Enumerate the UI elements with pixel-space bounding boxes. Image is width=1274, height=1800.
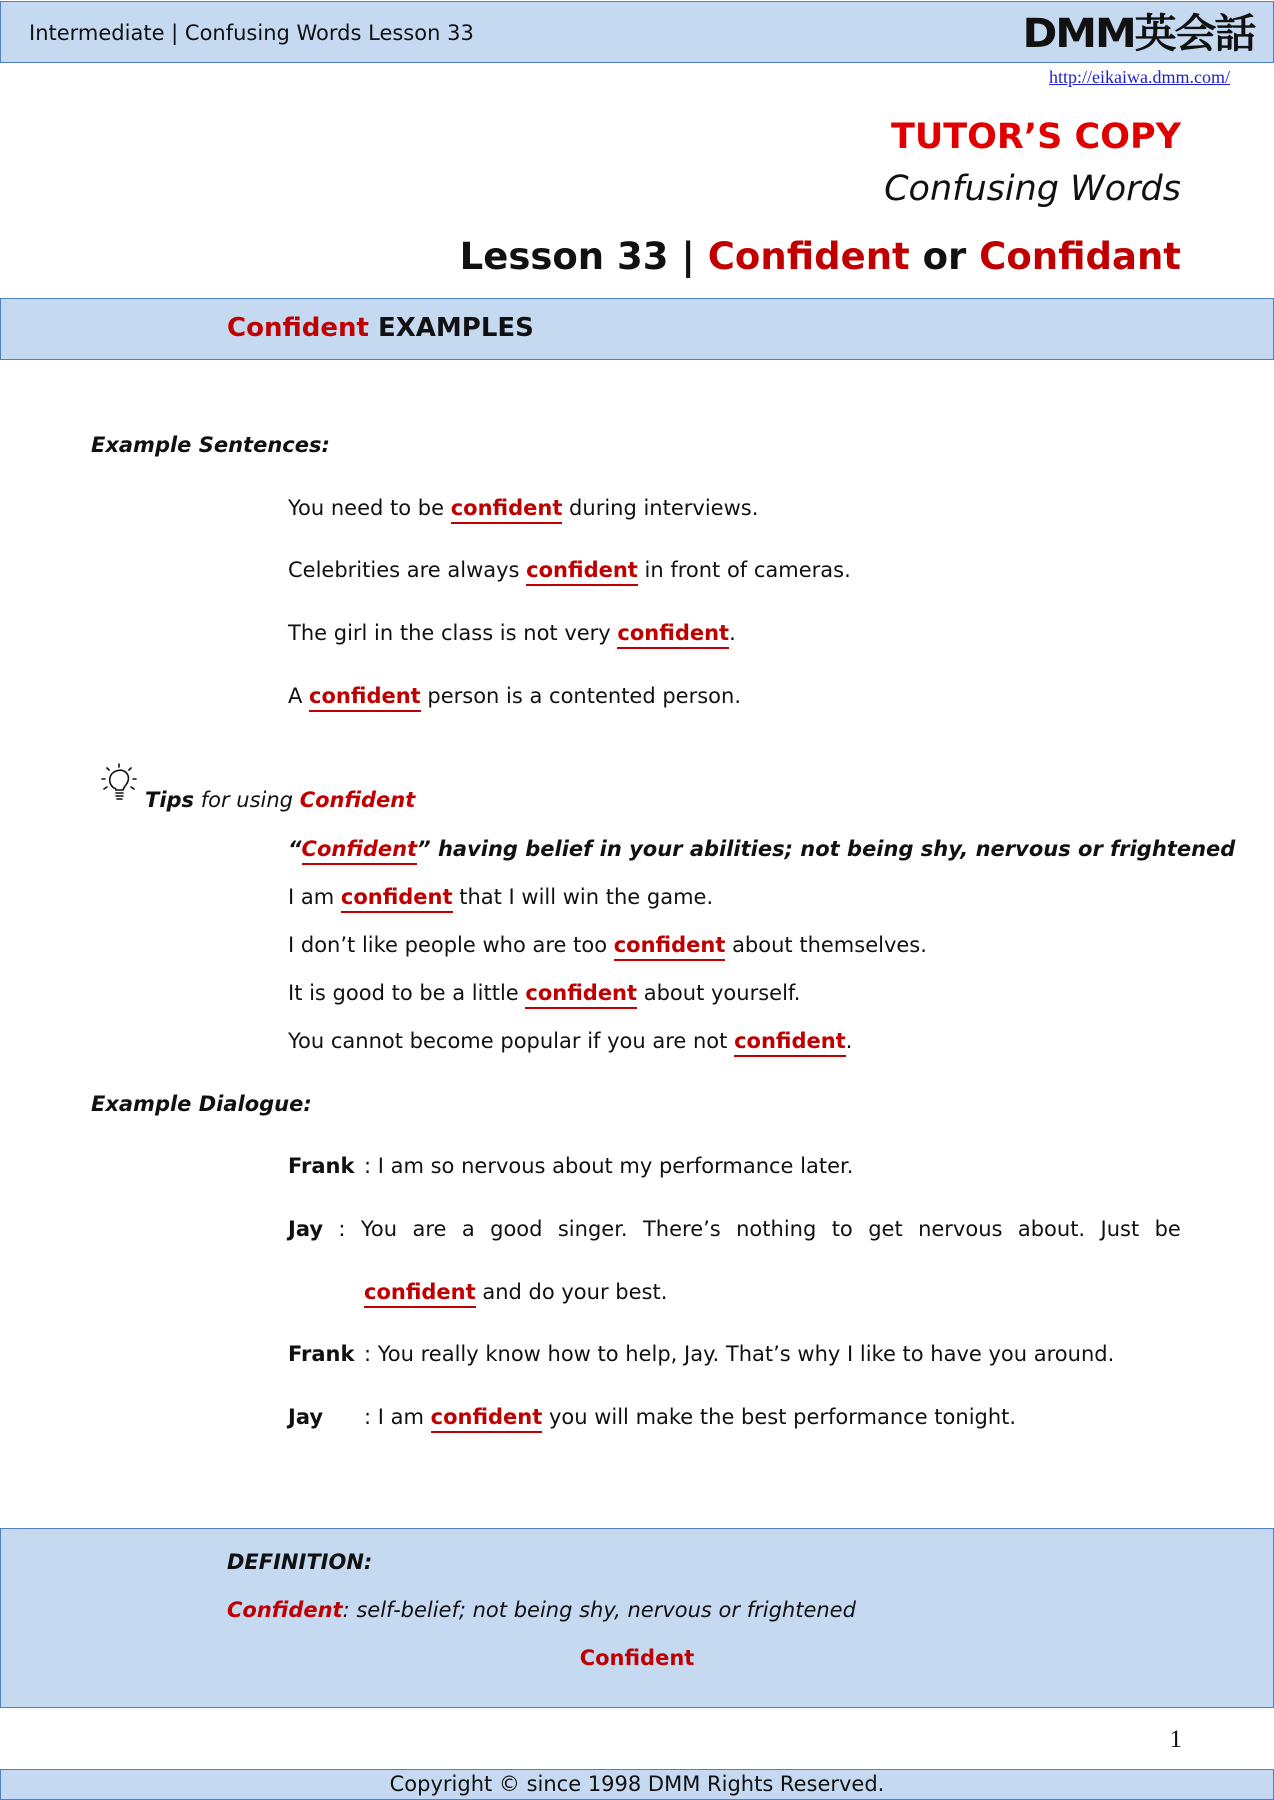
lesson-word-2: Confidant	[979, 235, 1181, 278]
keyword: confident	[614, 933, 726, 961]
keyword: confident	[341, 885, 453, 913]
lesson-title	[460, 235, 1181, 278]
examples-band	[0, 298, 1274, 360]
site-link[interactable]: http://eikaiwa.dmm.com/	[1049, 67, 1230, 87]
lesson-word-1: Confident	[707, 235, 910, 278]
footer-band	[0, 1769, 1274, 1800]
example-dialogue-label: Example Dialogue:	[91, 1092, 312, 1116]
definition-label: DEFINITION:	[227, 1550, 373, 1574]
dialogue-line: Jay : I am confident you will make the best performance tonight.	[288, 1405, 1016, 1429]
examples-word: Confident	[227, 313, 369, 343]
definition-text: Confident: self-belief; not being shy, nervous or frightened	[227, 1598, 856, 1622]
dmm-logo: DMM英会話	[1022, 11, 1255, 57]
definition-word: Confident	[227, 1598, 343, 1622]
keyword: confident	[309, 684, 421, 712]
speaker: Frank	[288, 1342, 355, 1366]
definition-band	[0, 1528, 1274, 1708]
lightbulb-icon	[98, 762, 142, 806]
tips-word: Tips	[145, 788, 195, 812]
definition-center-word: Confident	[579, 1646, 695, 1670]
tutor-copy-title: TUTOR’S COPY	[891, 117, 1181, 157]
lesson-prefix: Lesson 33 |	[459, 235, 708, 278]
dialogue-line: Jay : You are a good singer. There’s nothing to get nervous about. Just be	[288, 1217, 1181, 1241]
keyword: Confident	[302, 837, 418, 865]
keyword: confident	[734, 1029, 846, 1057]
dialogue-line: Frank : I am so nervous about my performance later.	[288, 1154, 854, 1178]
examples-label: EXAMPLES	[368, 313, 534, 343]
page-number: 1	[1169, 1726, 1182, 1753]
keyword: confident	[364, 1280, 476, 1308]
examples-heading	[227, 313, 534, 343]
keyword: confident	[526, 558, 638, 586]
tips-sentence: I don’t like people who are too confident about themselves.	[288, 933, 927, 957]
example-sentence: The girl in the class is not very confident.	[288, 621, 736, 645]
header-title: Intermediate | Confusing Words Lesson 33	[29, 21, 474, 45]
speaker: Jay	[288, 1405, 324, 1429]
header-band	[0, 1, 1274, 63]
tips-heading	[145, 788, 415, 812]
example-sentence: A confident person is a contented person.	[288, 684, 741, 708]
lesson-connector: or	[909, 235, 980, 278]
keyword: confident	[431, 1405, 543, 1433]
dialogue-line: Frank : You really know how to help, Jay. That’s why I like to have you around.	[288, 1342, 1115, 1366]
dialogue-continuation: confident and do your best.	[364, 1280, 667, 1304]
tips-for-using: for using	[194, 788, 300, 812]
keyword: confident	[525, 981, 637, 1009]
example-sentence: You need to be confident during interviews.	[288, 496, 758, 520]
example-sentence: Celebrities are always confident in front of cameras.	[288, 558, 851, 582]
tips-sentence: You cannot become popular if you are not confident.	[288, 1029, 852, 1053]
speaker: Frank	[288, 1154, 355, 1178]
keyword: confident	[451, 496, 563, 524]
copyright: Copyright © since 1998 DMM Rights Reserved.	[389, 1772, 885, 1796]
tips-definition: “Confident” having belief in your abilities; not being shy, nervous or frightened	[288, 837, 1235, 861]
tips-sentence: It is good to be a little confident about yourself.	[288, 981, 800, 1005]
example-sentences-label: Example Sentences:	[91, 433, 330, 457]
keyword: confident	[617, 621, 729, 649]
speaker: Jay	[288, 1217, 324, 1241]
tips-sentence: I am confident that I will win the game.	[288, 885, 713, 909]
subject-title: Confusing Words	[884, 169, 1181, 209]
tips-keyword: Confident	[299, 788, 416, 812]
